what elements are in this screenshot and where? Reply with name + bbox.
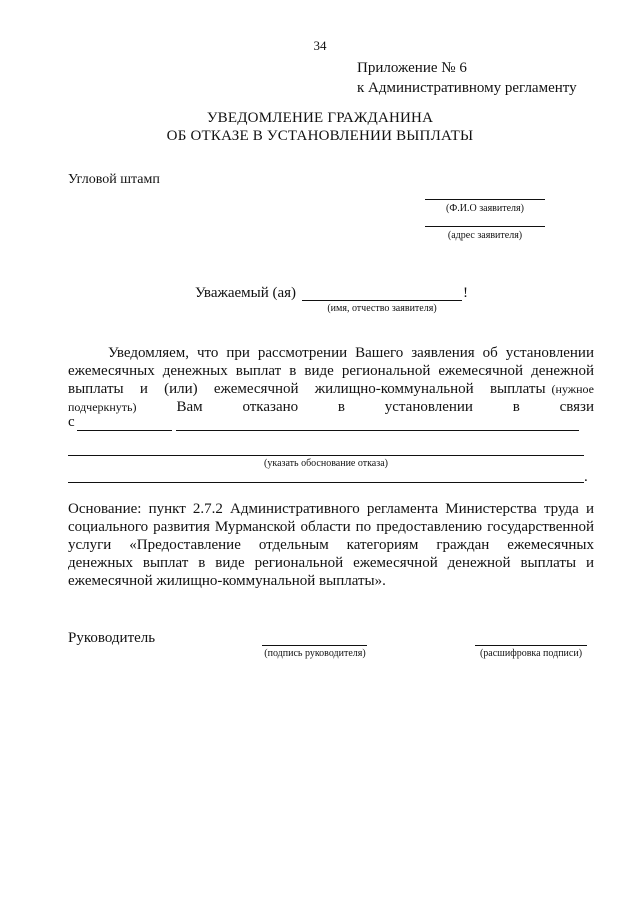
notice-line4-note: подчеркнуть) <box>68 400 137 414</box>
signature-decode-caption: (расшифровка подписи) <box>479 648 583 659</box>
reason-end-dot: . <box>584 469 588 485</box>
basis-line2: социального развития Мурманской области по предоставлению государственной <box>68 519 594 535</box>
notice-line5-prefix: с <box>68 414 75 430</box>
appendix-reference: к Административному регламенту <box>357 80 577 96</box>
head-label: Руководитель <box>68 630 156 646</box>
notice-line2: ежемесячных денежных выплат в виде региональной ежемесячной денежной <box>68 363 594 379</box>
applicant-fio-caption: (Ф.И.О заявителя) <box>446 203 524 214</box>
appendix-number: Приложение № 6 <box>357 60 467 76</box>
notice-line4 <box>68 398 594 416</box>
document-title-line1: УВЕДОМЛЕНИЕ ГРАЖДАНИНА <box>206 110 434 126</box>
notice-line1: Уведомляем, что при рассмотрении Вашего заявления об установлении <box>108 345 594 361</box>
signature-caption: (подпись руководителя) <box>264 648 366 659</box>
basis-line5: ежемесячной жилищно-коммунальной выплаты». <box>68 573 386 589</box>
reason-line-third <box>68 482 584 483</box>
document-title-line2: ОБ ОТКАЗЕ В УСТАНОВЛЕНИИ ВЫПЛАТЫ <box>166 128 474 144</box>
signature-decode-line <box>475 645 587 646</box>
reason-line-short <box>77 430 172 431</box>
notice-line3-main: выплаты и (или) ежемесячной жилищно-коммунальной выплаты <box>68 381 546 397</box>
corner-stamp-label: Угловой штамп <box>68 172 160 187</box>
greeting-name-line <box>302 300 462 301</box>
notice-line3 <box>68 380 594 398</box>
page-number: 34 <box>313 38 327 53</box>
notice-line3-note: (нужное <box>551 382 594 396</box>
basis-line4: денежных выплат в виде региональной ежемесячной денежной выплаты и <box>68 555 594 571</box>
greeting-prefix: Уважаемый (ая) <box>195 285 297 301</box>
applicant-fio-line <box>425 199 545 200</box>
reason-caption: (указать обоснование отказа) <box>264 458 388 469</box>
reason-line-second <box>68 455 584 456</box>
greeting-suffix: ! <box>463 285 468 301</box>
notice-line4-main: Вам отказано в установлении в связи <box>176 399 594 415</box>
basis-line1: Основание: пункт 2.7.2 Административного регламента Министерства труда и <box>68 501 594 517</box>
applicant-address-caption: (адрес заявителя) <box>447 230 523 241</box>
applicant-address-line <box>425 226 545 227</box>
signature-line <box>262 645 367 646</box>
greeting-caption: (имя, отчество заявителя) <box>327 303 437 314</box>
reason-line-long <box>176 430 579 431</box>
basis-line3: услуги «Предоставление отдельным категориям граждан ежемесячных <box>68 537 594 553</box>
